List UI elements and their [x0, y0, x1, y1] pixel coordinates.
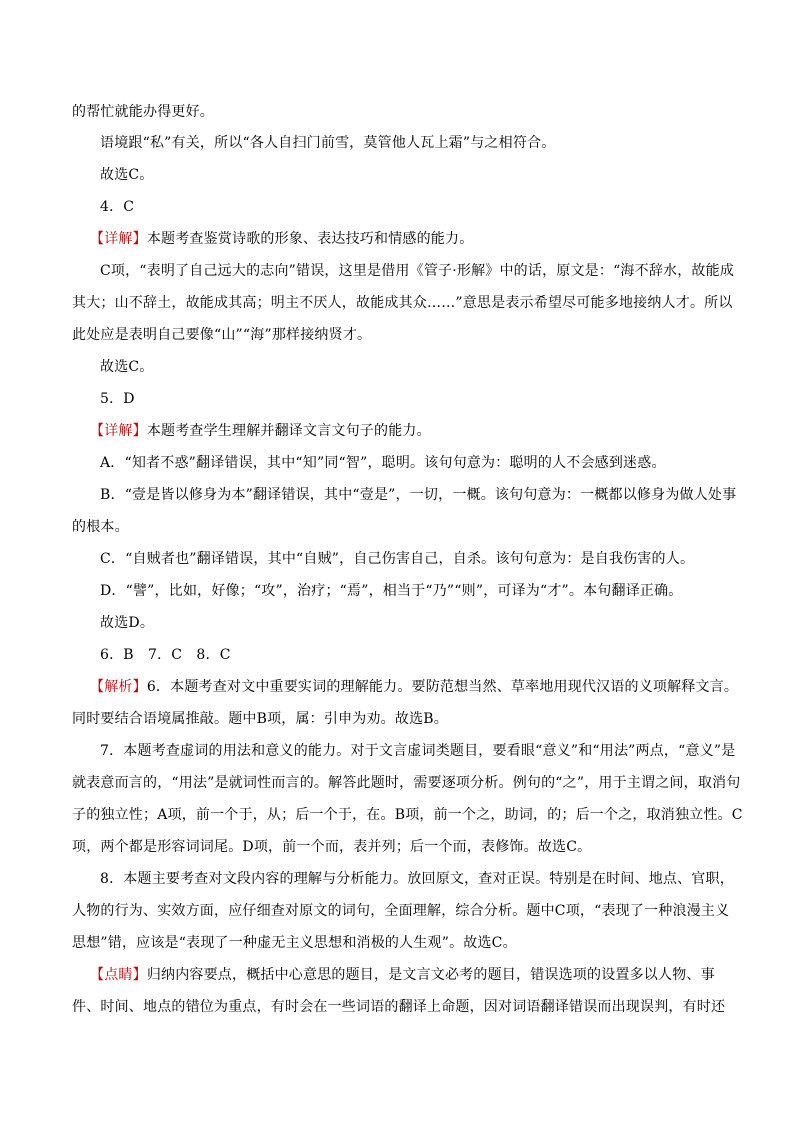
answer-line: 5．D	[100, 391, 135, 407]
text-line: 故选C。	[100, 167, 154, 183]
answer-line: 6．B 7．C 8．C	[100, 647, 231, 663]
text-line: 8．本题主要考查对文段内容的理解与分析能力。放回原文，查对正误。特别是在时间、地点、官职，	[100, 871, 734, 887]
text-line: D．“譬”，比如，好像；“攻”，治疗；“焉”，相当于“乃”“则”，可译为“才”。本句翻译正确。	[100, 583, 683, 599]
section-tag: 【点睛】	[90, 967, 147, 983]
text-line: 7．本题考查虚词的用法和意义的能力。对于文言虚词类题目，要看眼“意义”和“用法”两点，“意义”是	[100, 743, 736, 759]
text-line: 项，两个都是形容词词尾。D项，前一个而，表并列；后一个而，表修饰。故选C。	[72, 839, 592, 855]
text-line: 【详解】本题考查鉴赏诗歌的形象、表达技巧和情感的能力。	[90, 231, 474, 247]
text-line: 此处应是表明自己要像“山”“海”那样接纳贤才。	[72, 327, 372, 343]
text-line: 件、时间、地点的错位为重点，有时会在一些词语的翻译上命题，因对词语翻译错误而出现误判，有时还	[72, 999, 726, 1015]
text-line: 故选D。	[100, 615, 155, 631]
text-line: 思想”错，应该是“表现了一种虚无主义思想和消极的人生观”。故选C。	[72, 935, 517, 951]
text-line: C项，“表明了自己远大的志向”错误，这里是借用《管子·形解》中的话，原文是：“海不辞水，故能成	[100, 263, 735, 279]
section-tag: 【解析】	[90, 679, 147, 695]
answer-line: 4．C	[100, 199, 135, 215]
text-line: 故选C。	[100, 359, 154, 375]
section-tag: 【详解】	[90, 231, 147, 247]
text-line: 的帮忙就能办得更好。	[72, 104, 214, 120]
text-line: 就表意而言的，“用法”是就词性而言的。解答此题时，需要逐项分析。例句的“之”，用于主谓之间，取消句	[72, 775, 741, 791]
text-line: 语境跟“私”有关，所以“各人自扫门前雪，莫管他人瓦上霜”与之相符合。	[100, 135, 556, 151]
text-line: 的根本。	[72, 519, 129, 535]
text-line: 【详解】本题考查学生理解并翻译文言文句子的能力。	[90, 423, 431, 439]
text-line: 同时要结合语境属推敲。题中B项，属：引申为劝。故选B。	[72, 711, 448, 727]
section-tag: 【详解】	[90, 423, 147, 439]
text-line: 子的独立性；A项，前一个于，从；后一个于，在。B项，前一个之，助词，的；后一个之，取消独立性。C	[72, 807, 743, 823]
text-line: B．“壹是皆以修身为本”翻译错误，其中“壹是”，一切，一概。该句句意为：一概都以修身为做人处事	[100, 487, 737, 503]
text-line: A．“知者不惑”翻译错误，其中“知”同“智”，聪明。该句句意为：聪明的人不会感到迷惑。	[100, 455, 666, 471]
text-line: 人物的行为、实效方面，应仔细查对原文的词句，全面理解，综合分析。题中C项，“表现了一种浪漫主义	[72, 903, 730, 919]
text-line: 其大；山不辞土，故能成其高；明主不厌人，故能成其众……”意思是表示希望尽可能多地接纳人才。所以	[72, 295, 733, 311]
text-line: C．“自贼者也”翻译错误，其中“自贼”，自己伤害自己，自杀。该句句意为：是自我伤害的人。	[100, 551, 695, 567]
text-line: 【点睛】归纳内容要点，概括中心意思的题目，是文言文必考的题目，错误选项的设置多以人物、事	[90, 967, 715, 983]
text-line: 【解析】6．本题考查对文中重要实词的理解能力。要防范想当然、草率地用现代汉语的义项解释文言。	[90, 679, 739, 695]
